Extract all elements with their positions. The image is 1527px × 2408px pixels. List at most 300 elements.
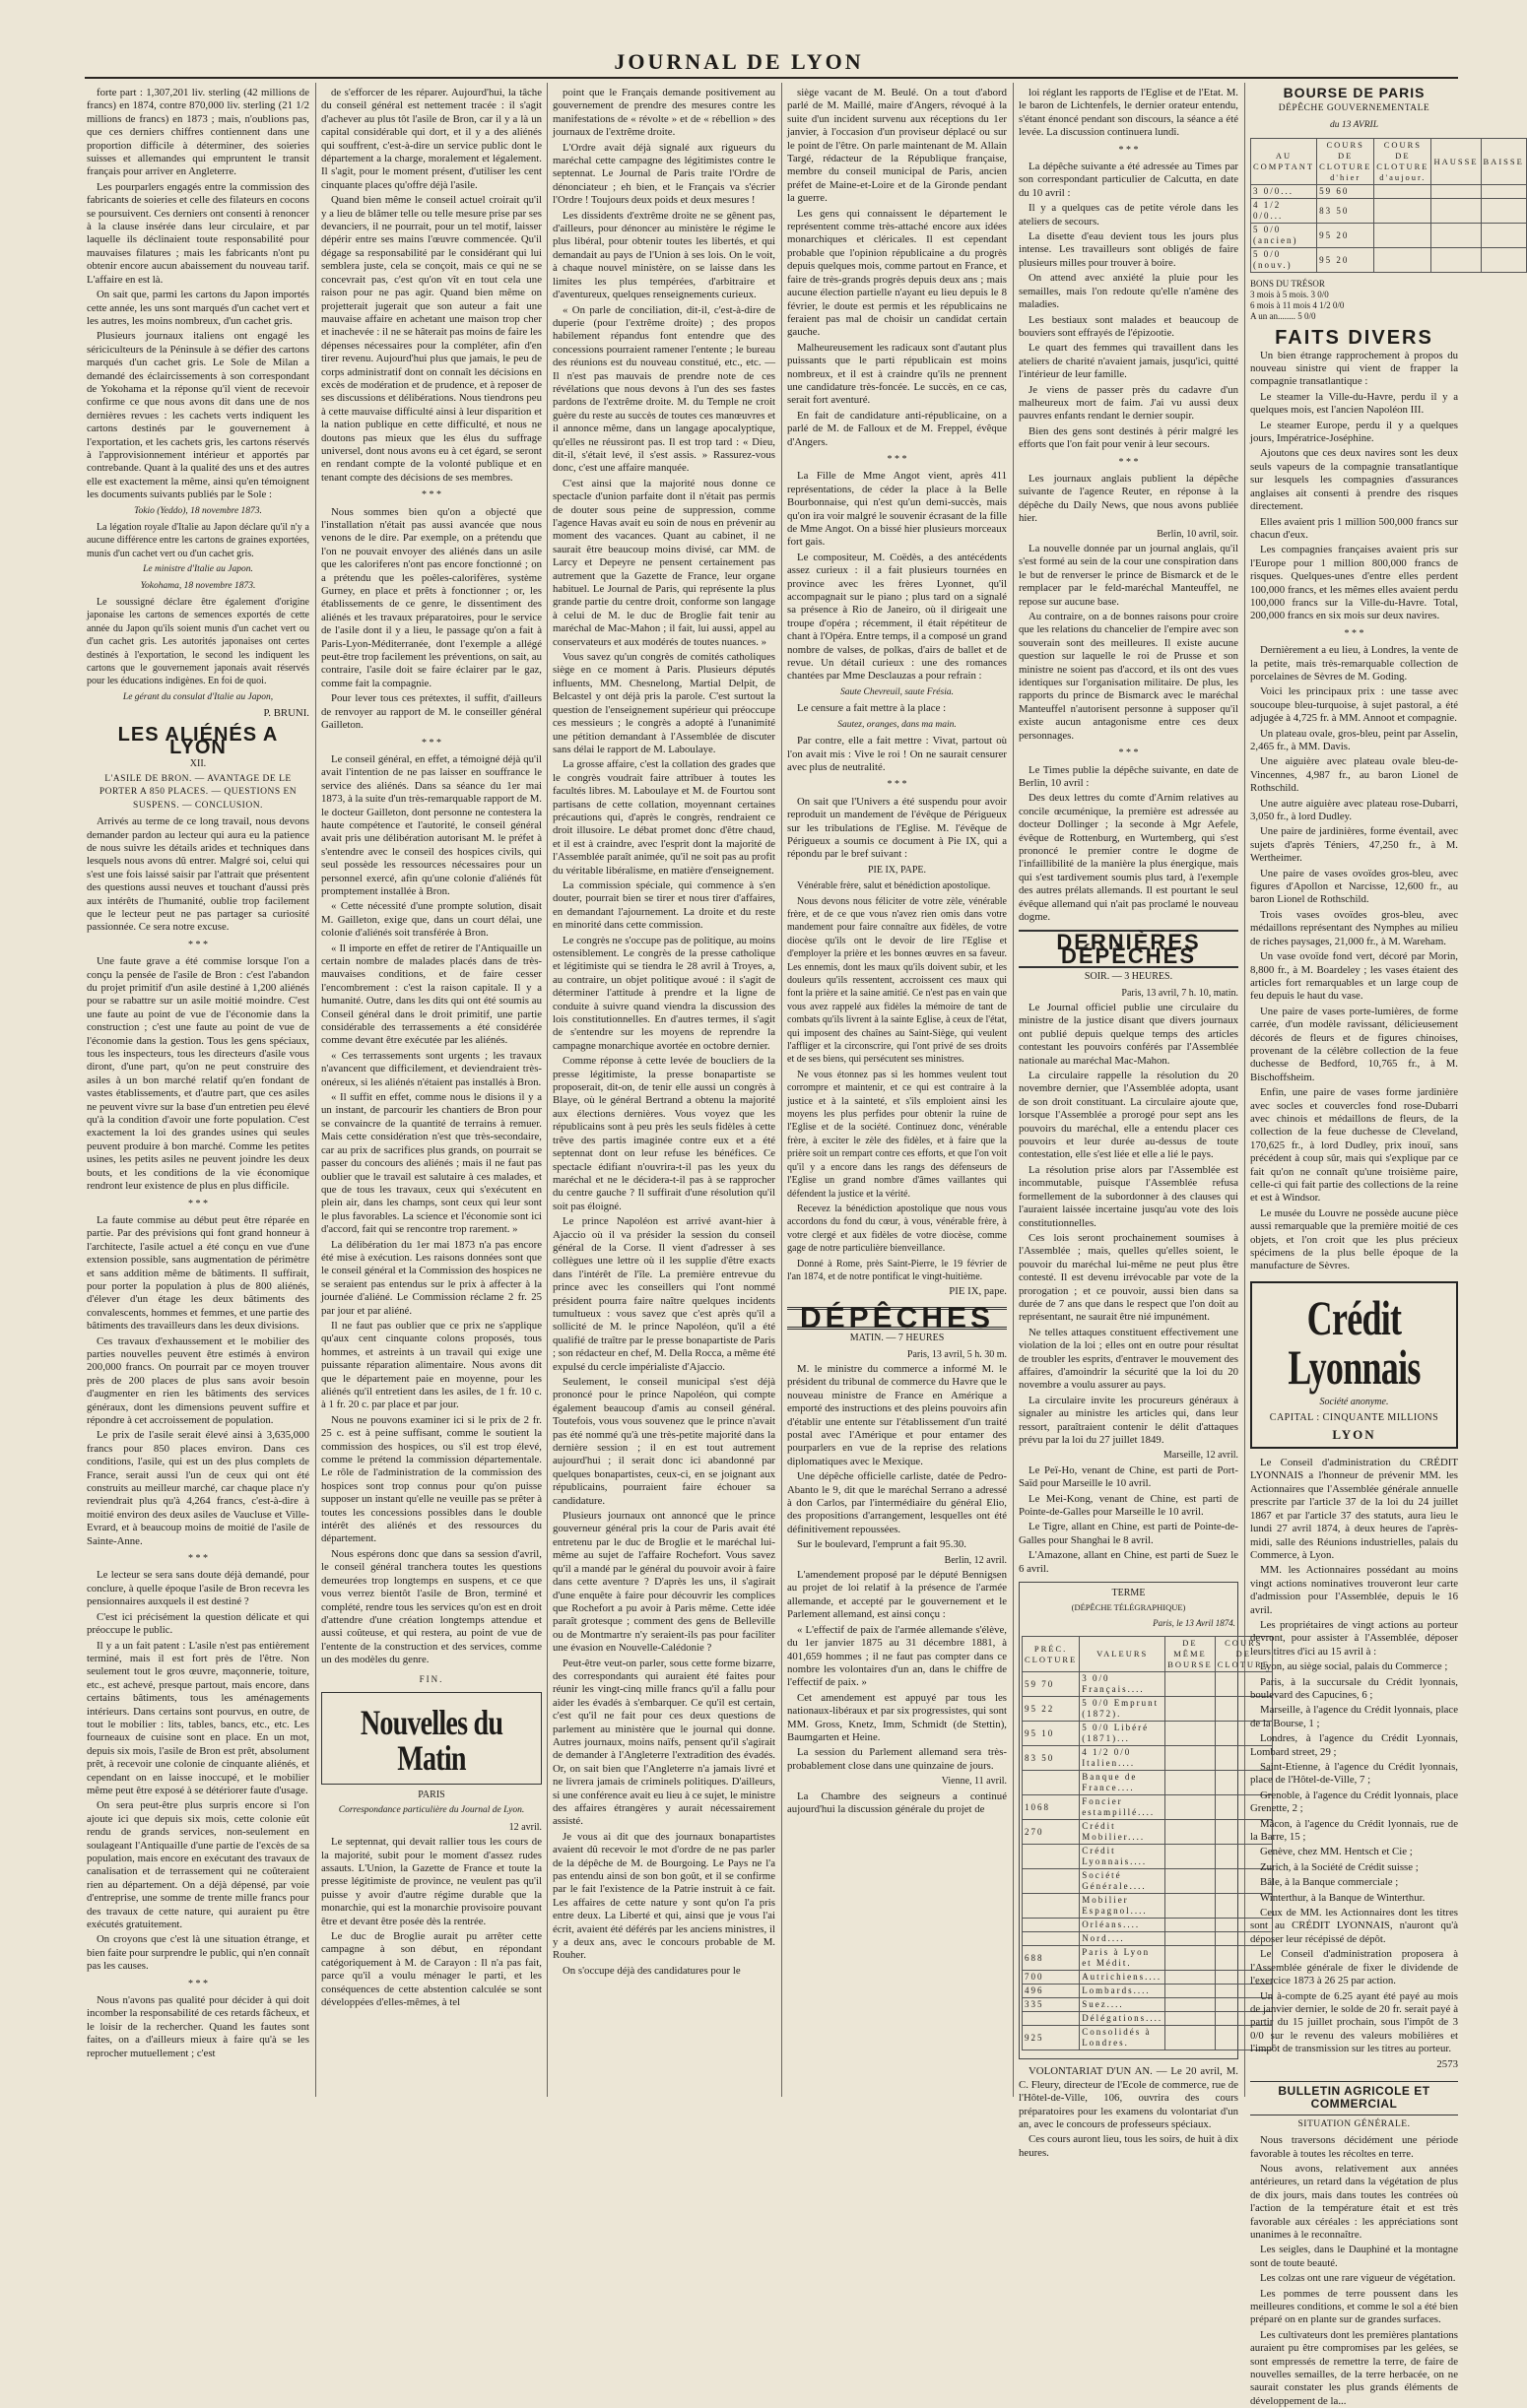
paragraph: Le quart des femmes qui travaillent dans les ateliers de charité n'avaient jamais, jusqu'ici, quitté l'intérieur de leur famille.	[1019, 342, 1238, 381]
table-cell: 496	[1023, 1985, 1080, 1998]
paragraph: Les colzas ont une rare vigueur de végétation.	[1260, 2272, 1456, 2285]
paragraph: La légation royale d'Italie au Japon déclare qu'il n'y a aucune différence entre les cartons de graines exportées, munis d'un cachet vert ou d'un cachet gris.	[87, 522, 309, 559]
table-cell: Suez....	[1080, 1998, 1165, 2012]
separator-stars: * * *	[188, 939, 208, 950]
branch-item: Zurich, à la Société de Crédit suisse ;	[1260, 1860, 1419, 1873]
credit-lyonnais-advert	[1250, 1281, 1458, 1449]
paragraph: On sait que, parmi les cartons du Japon importés cette année, les uns sont marqués d'un cachet vert et les autres, les moins nombreux, d'un cachet gris.	[87, 289, 309, 327]
branch-item: Bâle, à la Banque commerciale ;	[1260, 1876, 1399, 1889]
table-cell	[1165, 1746, 1216, 1771]
paragraph: La circulaire rappelle la résolution du 20 novembre dernier, que l'Assemblée adopta, usant de son droit constituant. La circulaire ajoute que, lorsque l'Assemblée a prorogé pour sept ans les pouvoirs du maréchal, elle a entendu placer ces pouvoirs et leur durée au-dessus de toute contestation, elle s'est liée et elle a lié le pays.	[1019, 1070, 1238, 1161]
paragraph: Le censure a fait mettre à la place :	[797, 702, 947, 715]
table-cell	[1165, 1894, 1216, 1919]
table-cell	[1165, 1795, 1216, 1820]
paragraph: Nous avons, relativement aux années antérieures, un retard dans la végétation de plus de dix jours, mais dans toutes les contrées où l'action de la température était et est très favorable aux céréales : les appréciations sont unanimes à le reconnaître.	[1250, 2162, 1458, 2241]
paragraph: L'Amazone, allant en Chine, est parti de Suez le 6 avril.	[1019, 1549, 1238, 1575]
table-cell	[1023, 1869, 1080, 1894]
table-cell: 688	[1023, 1946, 1080, 1971]
dateline: Paris, 13 avril, 7 h. 10, matin.	[1121, 987, 1238, 999]
advert-company-type: Société anonyme.	[1319, 1396, 1389, 1407]
separator-stars: * * *	[887, 779, 907, 791]
table-row	[1023, 1985, 1273, 1998]
paragraph: Il y a quelques cas de petite vérole dans les ateliers de secours.	[1019, 202, 1238, 228]
column-rule	[315, 83, 316, 2097]
table-cell: 925	[1023, 2026, 1080, 2050]
column-rule	[781, 83, 782, 2097]
table-row	[1023, 1722, 1273, 1746]
table-cell	[1431, 248, 1481, 273]
paragraph: Le Tigre, allant en Chine, est parti de Pointe-de-Galles pour Shanghai le 8 avril.	[1019, 1521, 1238, 1546]
paragraph: Voici les principaux prix : une tasse avec soucoupe bleu-turquoise, à sujet pastoral, a été adjugée à 4,725 fr. à MM. Annoot et compagnie.	[1250, 685, 1458, 725]
table-row	[1023, 1869, 1273, 1894]
paragraph: Le Conseil d'administration proposera à l'Assemblée générale de fixer le dividende de l'exercice 1873 à 26 25 par action.	[1250, 1948, 1458, 1987]
terme-table-box	[1019, 1582, 1270, 2059]
paragraph: Ceux de MM. les Actionnaires dont les titres sont au CRÉDIT LYONNAIS, n'auront qu'à déposer leur récépissé de dépôt.	[1250, 1907, 1458, 1945]
table-cell	[1165, 1869, 1216, 1894]
table-cell	[1165, 1932, 1216, 1946]
table-cell: 4 1/2 0/0...	[1251, 199, 1317, 224]
paragraph: Nous traversons décidément une période favorable à toutes les récoltes en terre.	[1250, 2134, 1458, 2160]
table-header-cell: COURS DE CLOTURE d'hier	[1317, 139, 1374, 185]
paragraph: On sera peut-être plus surpris encore si l'on ajoute ici que depuis six mois, cette colonie eût rendu de grands services, non-seulement en soulageant l'Antiquaille d'une partie de l'excès de sa population, mais encore en exécutant des travaux de canalisation et de terrassement qui ne coûteraient rien au département. On a déjà dépensé, par voie d'entreprise, une somme de trente mille francs pour des travaux de cette nature, qui auraient pu être exécutés gratuitement.	[87, 1799, 309, 1931]
table-header-cell: AU COMPTANT	[1251, 139, 1317, 185]
signature: PIE IX, pape.	[949, 1285, 1007, 1298]
paragraph: La commission spéciale, qui commence à s'en douter, pourrait bien se tirer et nous tirer d'affaires, en demandant l'ajournement. La droite et du reste en minorité dans cette commission.	[553, 879, 775, 932]
paragraph: La session du Parlement allemand sera très-probablement close dans une quinzaine de jours.	[787, 1746, 1007, 1772]
table-cell	[1165, 1998, 1216, 2012]
article-end: FIN.	[419, 1673, 444, 1684]
table-cell: Autrichiens....	[1080, 1971, 1165, 1985]
table-row	[1023, 2012, 1273, 2026]
paragraph: Le Mei-Kong, venant de Chine, est parti de Pointe-de-Galles pour Marseille le 10 avril.	[1019, 1492, 1238, 1519]
table-cell	[1481, 224, 1526, 248]
branch-item: Paris, à la succursale du Crédit lyonnais, boulevard des Capucines, 6 ;	[1250, 1675, 1458, 1701]
paragraph: Elles avaient pris 1 million 500,000 francs sur chacun d'eux.	[1250, 515, 1458, 541]
table-cell: Foncier estampillé....	[1080, 1795, 1165, 1820]
paragraph: Nous ne pouvons examiner ici si le prix de 2 fr. 25 c. est à peine suffisant, comme le soutient la commission des hospices, ou s'il est trop élevé, comme le prétend la commission départementale. Le rôle de l'administration de la commission des hospices sont trop connus pour qu'on puisse supposer un instant qu'elle ne veuille pas se prêter à toutes les concessions possibles dans le double intérêt des aliénés et des ressources du département.	[321, 1413, 542, 1545]
paragraph: « L'effectif de paix de l'armée allemande s'élève, du 1er janvier 1875 au 31 décembre 1881, à 401,659 hommes ; il ne faut pas compter dans ce nombre les volontaires d'un an, dans le chiffre de l'effectif de paix. »	[787, 1623, 1007, 1689]
terme-subtitle: (DÉPÊCHE TÉLÉGRAPHIQUE)	[1071, 1602, 1186, 1613]
table-cell: 59 60	[1317, 185, 1374, 199]
table-row	[1251, 248, 1527, 273]
paragraph: « On parle de conciliation, dit-il, c'est-à-dire de duperie (pour l'extrême droite) ; des propos habilement répandus font entendre que des concessions pourraient ramener l'entente ; le bureau des réunions est du nouveau constitué, etc., etc. — Il n'est pas mauvais de prendre note de ces révélations que nous devons à l'un des ses fastes pardons de l'extrême droite. M. du Temple ne croit guère du reste au succès de toutes ces manœuvres et il annonce même, dans un langage apocalyptique, qu'elles ne réussiront pas. Il est trop tard : « Dieu, dit-il, s'était levé, il s'est assis. » Rassurez-vous donc, c'est une affaire manquée.	[553, 303, 775, 475]
paragraph: Le prince Napoléon est arrivé avant-hier à Ajaccio où il va présider la session du conseil général de la Corse. Il vient d'adresser à ses collègues une lettre où il les supplie d'être exacts dans l'intérêt de l'île. La première entrevue du prince avec les conseillers qui l'ont nommé président pourra faire naître quelques incidents tumultueux : vous savez que c'est après qu'il a sollicité de M. le prince Napoléon, qu'il a été qualifié de traître par le presse bonapartiste de Paris ; son rédacteur en chef, M. Della Rocca, a même été expulsé du cercle impérialiste d'Ajaccio.	[553, 1215, 775, 1373]
paragraph: Les cultivateurs dont les premières plantations auraient pu être compromises par les gelées, se sont empressés de remettre la terre, de faire de nouvelles semailles, de la terre herbacée, on ne saurait constater les plus grands éléments de développement de la...	[1250, 2328, 1458, 2407]
signature-line: Le ministre d'Italie au Japon.	[143, 564, 253, 575]
paragraph: Ajoutons que ces deux navires sont les deux seuls vapeurs de la compagnie transatlantique sur lesquels les compagnies d'assurances anglaises ait consenti à prendre des risques directement.	[1250, 447, 1458, 513]
branch-item: Lyon, au siège social, palais du Commerce ;	[1260, 1660, 1448, 1673]
paragraph: La faute commise au début peut être réparée en partie. Par des prévisions qui font grand honneur à l'architecte, l'asile actuel a été conçu en vue d'une extension possible, sans augmentation de périmètre et sans addition même de bâtiments. Il suffirait, pour porter la population à plus de 800 aliénés, d'élever d'un étage les deux bâtiments des convalescents, hommes et femmes, et une partie des bâtiments des travailleurs dans les deux divisions.	[87, 1213, 309, 1333]
table-header-cell: COURS DE CLOTURE d'aujour.	[1374, 139, 1431, 185]
terme-date: Paris, le 13 Avril 1874.	[1153, 1617, 1235, 1628]
table-row	[1023, 1998, 1273, 2012]
branch-item: Marseille, à l'agence du Crédit lyonnais, place de la Bourse, 1 ;	[1250, 1704, 1458, 1729]
paragraph: La Fille de Mme Angot vient, après 411 représentations, de céder la place à la Belle Bourbonnaise, qui n'est qu'un demi-succès, mais qu'on ira voir malgré le souvenir écrasant de la fille de Mme Angot. On a bissé hier plusieurs morceaux fort gais.	[787, 470, 1007, 549]
table-row	[1023, 1845, 1273, 1869]
paragraph: Le compositeur, M. Coëdès, a des antécédents assez curieux : il a fait plusieurs tournées en province avec les frères Lyonnet, qu'il accompagnait sur le piano ; plus tard on a signalé sa présence à Rio de Janeiro, où il dirigeait une troupe d'opéra ; récemment, il était répétiteur de chant à l'Opéra. Entre temps, il a composé un grand nombre de valses, de polkas, d'airs de ballet et de revue. Un détail curieux : une des romances chantées par Mme Desclauzas a pour refrain :	[787, 551, 1007, 683]
table-cell: Délégations....	[1080, 2012, 1165, 2026]
branch-item: Londres, à l'agence du Crédit Lyonnais, Lombard street, 29 ;	[1250, 1732, 1458, 1758]
column-6	[1250, 85, 1524, 2407]
dateline: Marseille, 12 avril.	[1162, 1450, 1238, 1462]
paragraph: Une aiguière avec plateau ovale bleu-de-Vincennes, 4,987 fr., au baron Lionel de Rothschild.	[1250, 755, 1458, 795]
paragraph: loi réglant les rapports de l'Eglise et de l'Etat. M. le baron de Lichtenfels, le dernier orateur entendu, s'étant énoncé pendant son discours, la séance a été levée. La discussion continuera lundi.	[1019, 87, 1238, 139]
table-cell	[1481, 248, 1526, 273]
table-cell: 5 0/0 (nouv.)	[1251, 248, 1317, 273]
paragraph: Bien des gens sont destinés à périr malgré les efforts que l'on fait pour venir à leur secours.	[1019, 424, 1238, 451]
table-cell	[1165, 1946, 1216, 1971]
paragraph: Il y a un fait patent : L'asile n'est pas entièrement terminé, mais il est fort près de l'être. Non seulement tout le gros œuvre, maçonnerie, toiture, etc., est achevé, presque partout, mais encore, dans certains bâtiments, tous les aménagements intérieurs. Dans certains sont pourvus, en outre, de tout le mobilier : lits, tables, bancs, etc., etc. Les fourneaux de cuisine sont en place. En un mot, depuis six mois, l'asile de Bron est prêt, absolument prêt, à recevoir une colonie de cinquante aliénés, et cependant on en laisse inoccupé, et le mobilier même peut être exposé à se détériorer faute d'usage.	[87, 1639, 309, 1796]
paragraph: Le Peï-Ho, venant de Chine, est parti de Port-Saïd pour Marseille le 10 avril.	[1019, 1464, 1238, 1490]
paragraph: Cet amendement est appuyé par tous les nationaux-libéraux et par six progressistes, qui sont MM. Gross, Knetz, Imm, Schmidt (de Stettin), Baumgarten et Heine.	[787, 1691, 1007, 1743]
table-cell: Crédit Lyonnais....	[1080, 1845, 1165, 1869]
table-cell: 59 70	[1023, 1672, 1080, 1697]
table-cell: 3 0/0 Français....	[1080, 1672, 1165, 1697]
table-cell	[1165, 1919, 1216, 1932]
signature: P. BRUNI.	[263, 707, 309, 720]
paragraph: Un à-compte de 6.25 ayant été payé au mois de janvier dernier, le solde de 20 fr. serait payé à partir du 15 juillet prochain, sous l'impôt de 3 0/0 sur le revenu des valeurs mobilières et l'impôt de transmission sur les titres au porteur.	[1250, 1989, 1458, 2055]
paragraph: Vénérable frère, salut et bénédiction apostolique.	[797, 880, 991, 892]
paragraph: La nouvelle donnée par un journal anglais, qu'il s'est formé au sein de la cour une conspiration dans le but de renverser le prince de Bismarck et de le remplacer par le feld-maréchal Manteuffel, ne repose sur aucune base.	[1019, 543, 1238, 608]
lyric-line: Sautez, oranges, dans ma main.	[837, 719, 957, 730]
terme-table	[1022, 1636, 1273, 2050]
paragraph: Je vous ai dit que des journaux bonapartistes avaient dû recevoir le mot d'ordre de ne pas parler de la dépêche de M. de Bourgoing. Le Pays ne l'a pas entendu ainsi de son bon goût, et il se confirme par le fait l'existence de la Patrie instruit à ce fait. Les affaires de cette nature y sont qu'on l'a pris entre deux. La Liberté et qui, ainsi que je vous l'ai écrit, avaient été déférés par les anciens ministres, il y a deux ans, avec le concours probable de M. Rouher.	[553, 1830, 775, 1962]
paragraph: Les compagnies françaises avaient pris sur l'Europe pour 1 million 800,000 francs de risques. Quelques-unes d'entre elles perdent 100,000 francs, et les mêmes elles avaient perdu 100,000 francs sur la Ville-du-Havre. Total, 200,000 francs en six mois sur deux navires.	[1250, 544, 1458, 622]
table-cell	[1023, 1894, 1080, 1919]
branch-list	[1250, 1660, 1458, 1905]
table-cell	[1165, 2026, 1216, 2050]
paragraph: Le septennat, qui devait rallier tous les cours de la majorité, subit pour le moment d'assez rudes assauts. L'Union, la Gazette de France et toute la presse légitimiste de province, ne veulent pas qu'il puisse y avoir d'autre régime durable que la monarchie, qui est la monarchie provisoire pouvant être et devant être posée dès la rentrée.	[321, 1836, 542, 1927]
paragraph: Arrivés au terme de ce long travail, nous devons demander pardon au lecteur qui aura eu la patience de nous suivre les détails arides et techniques dans lesquels nous avons dû entrer. Malgré soi, celui qui s'est une fois laissé saisir par l'attrait que présentent des questions aussi neuves et touchant d'aussi près aux intérêts de l'humanité, oublie trop facilement que le lecteur peut ne pas partager sa curiosité passionnée. Ce sera notre excuse.	[87, 815, 309, 934]
paragraph: Un vase ovoïde fond vert, décoré par Morin, 8,800 fr., à M. Boardeley ; les vases étaient des articles fort remarquables et un large coup de feu depuis le haut du vase.	[1250, 950, 1458, 1003]
paragraph: Un plateau ovale, gros-bleu, peint par Asselin, 2,465 fr., à MM. Davis.	[1250, 727, 1458, 752]
paragraph: Une paire de vases ovoïdes gros-bleu, avec figures d'Apollon et Narcisse, 12,600 fr., au baron Lionel de Rothschild.	[1250, 867, 1458, 906]
paragraph: La résolution prise alors par l'Assemblée est incommutable, puisque l'Assemblée refusa formellement de la subordonner à des clauses qui l'auraient laissée incertaine jusqu'au vote des lois constitutionnelles.	[1019, 1163, 1238, 1229]
paragraph: Les pommes de terre poussent dans les meilleures conditions, et comme le sol a été bien préparé on en plante sur de grandes surfaces.	[1250, 2287, 1458, 2326]
paragraph: Nous devons nous féliciter de votre zèle, vénérable frère, et de ce que vous n'avez rien omis dans votre mandement pour faire connaître aux fidèles, de votre diocèse qu'ils ont le devoir de lire l'Eglise et d'employer la prière et les bonnes œuvres en sa faveur. Les ennemis, dont les maux qu'ils doivent subir, et les douleurs qu'ils ressentent, accroissent ces maux qui font la prière et la saine amitié. Ce n'est pas en vain que vous avez rappelé aux fidèles la mémoire de tant de combats qu'ils livrent à la sainte Eglise, à ceux de l'état, qui imposent des chaînes au Saint-Siège, qui veulent l'affliger et la circonscrire, qui l'ont privé de ses droits et de ses biens, qui persécutent ses ministres.	[787, 895, 1007, 1066]
dateline: Paris, 13 avril, 5 h. 30 m.	[906, 1348, 1007, 1360]
paragraph: Trois vases ovoïdes gros-bleu, avec médaillons représentant des Nymphes au milieu de riches paysages, 21,000 fr., à M. Wareham.	[1250, 908, 1458, 947]
paragraph: Dernièrement a eu lieu, à Londres, la vente de la petite, mais très-remarquable collection de porcelaines de Sèvres de M. Goding.	[1250, 644, 1458, 683]
table-cell: 5 0/0 Libéré (1871)...	[1080, 1722, 1165, 1746]
paragraph: Les propriétaires de vingt actions au porteur devront, pour assister à l'Assemblée, déposer leurs titres d'ici au 15 avril à :	[1250, 1618, 1458, 1658]
bourse-table	[1250, 138, 1527, 273]
paragraph: Plusieurs journaux italiens ont engagé les sériciculteurs de la Péninsule à se défier des cartons marqués d'un cachet gris. Le Sole de Milan a demandé des éclaircissements à son correspondant de Yokohama et la réponse qu'il vient de recevoir confirme ce que nous avons dit dans une de nos dernières revues : les cachets verts indiquent les cartons destinés par le gouvernement à l'exportation, et les cachets gris, les cartons réservés à l'approvisionnement intérieur et apportés par contrebande. Quant à la qualité des uns et des autres elle est exactement la même, ainsi qu'en témoignent les documents suivants publiés par le Sole :	[87, 330, 309, 501]
edition-time: MATIN. — 7 HEURES	[849, 1333, 945, 1344]
table-row	[1023, 1946, 1273, 1971]
table-header-cell: BAISSE	[1481, 139, 1526, 185]
table-row	[1023, 1894, 1273, 1919]
dateline: Yokohama, 18 novembre 1873.	[140, 580, 256, 591]
paragraph: La dépêche suivante a été adressée au Times par son correspondant particulier de Calcutta, en date du 10 avril :	[1019, 161, 1238, 199]
paragraph: Comme réponse à cette levée de boucliers de la presse légitimiste, la presse bonapartiste se proposerait, dit-on, de tenir elle aussi un congrès à Blaye, où le général Bertrand a obtenu la majorité aux élections dernières. Vous voyez que les républicains sont à peu près les seuls fidèles à cette trêve des partis imaginée contre eux et a été septennat dont on leur refuse les bénéfices. Ce spectacle édifiant n'ouvrira-t-il pas les yeux du maréchal et ne le décidera-t-il pas à se rapprocher du centre gauche ? Il suffirait d'une résolution qu'il soit pas éloigné.	[553, 1055, 775, 1212]
branch-item: Saint-Etienne, à l'agence du Crédit lyonnais, place de l'Hôtel-de-Ville, 7 ;	[1250, 1761, 1458, 1787]
paragraph: Le musée du Louvre ne possède aucune pièce aussi remarquable que la première moitié de ces objets, et l'on croit que les plus précieux spécimens de la plus belle époque de la manufacture de Sèvres.	[1250, 1206, 1458, 1272]
paragraph: Vous savez qu'un congrès de comités catholiques siège en ce moment à Paris. Plusieurs députés influents, MM. Chesnelong, Martial Delpit, de Belcastel y ont déjà pris la parole. C'est surtout la question de l'enseignement supérieur qui préoccupe ces messieurs ; le congrès a adopté à l'unanimité une pétition demandant à l'Assemblée de discuter sans délai le rapport de M. Laboulaye.	[553, 651, 775, 755]
section-title: BULLETIN AGRICOLE ET COMMERCIAL	[1250, 2081, 1458, 2115]
table-header-cell: PRÉC. CLOTURE	[1023, 1637, 1080, 1672]
bons-du-tresor	[1250, 279, 1458, 322]
column-4	[787, 87, 1007, 2097]
paragraph: Ces cours auront lieu, tous les soirs, de huit à dix heures.	[1019, 2133, 1238, 2159]
table-cell: Consolidés à Londres.	[1080, 2026, 1165, 2050]
branch-item: Mâcon, à l'agence du Crédit lyonnais, rue de la Barre, 15 ;	[1250, 1817, 1458, 1844]
table-cell: Paris à Lyon et Médit.	[1080, 1946, 1165, 1971]
table-cell: 5 0/0 Emprunt (1872).	[1080, 1697, 1165, 1722]
table-header-cell: COURS DE CLOTURE	[1215, 1637, 1272, 1672]
paragraph: « Cette nécessité d'une prompte solution, disait M. Gailleton, exige que, dans un court délai, une colonie d'aliénés soit transférée à Bron.	[321, 900, 542, 940]
paragraph: Des deux lettres du comte d'Arnim relatives au concile œcuménique, la première est adressée au docteur Dollinger ; la seconde à Mgr Aefele, évêque de Rottenburg, en Wurtemberg, qui s'est prononcé le premier contre le dogme de l'infaillibilité de la manière la plus énergique, mais qui s'est tardivement soumis plus tard, à l'exemple des autres prélats allemands. Il est pourtant le seul évêque allemand qui n'ait pas proclamé le nouveau dogme.	[1019, 792, 1238, 923]
paragraph: Par contre, elle a fait mettre : Vivat, partout où l'on avait mis : Vive le roi ! On ne saurait censurer avec plus de neutralité.	[787, 735, 1007, 773]
paragraph: Une paire de jardinières, forme éventail, avec sujets d'après Téniers, 47,250 fr., à M. Wertheimer.	[1250, 825, 1458, 865]
table-cell	[1165, 1722, 1216, 1746]
table-row	[1023, 2026, 1273, 2050]
paragraph: Il ne faut pas oublier que ce prix ne s'applique qu'aux cent cinquante colons proposés, tous hommes, et astreints à un travail qui exige une puissante réparation alimentaire. Nous avons dit que le département paie en moyenne, pour les aliénés qu'il entretient dans les asiles, de 1 fr. 10 c. à 1 fr. 20 c. par place et par jour.	[321, 1319, 542, 1411]
separator-stars: * * *	[887, 453, 907, 465]
table-cell: 83 50	[1317, 199, 1374, 224]
paragraph: Le soussigné déclare être également d'origine japonaise les cartons de semences exportés de cette année du Japon qu'ils soient munis d'un cachet vert ou d'un cachet gris. Les autorités japonaises ont certes destinés à l'exportation, le second les indiquent les cartons que le gouvernement japonais avait réservés pour les éducations indigènes. En foi de quoi.	[87, 597, 309, 687]
paragraph: MM. les Actionnaires possédant au moins vingt actions nominatives trouveront leur carte d'admission pour l'Assemblée, depuis le 16 avril.	[1250, 1564, 1458, 1616]
section-title: DERNIÈRES DÉPÊCHES	[1019, 930, 1238, 968]
paragraph: Le steamer la Ville-du-Havre, perdu il y a quelques mois, est l'ancien Napoléon III.	[1250, 390, 1458, 417]
paragraph: Ces travaux d'exhaussement et le mobilier des parties nouvelles peuvent être estimés à environ 200,000 francs. On pourrait par ce moyen trouver près de 200 places de plus sans avoir besoin d'augmenter en rien les bâtiments des services généraux, dont les dimensions peuvent suffire et répondre à cet accroissement de population.	[87, 1334, 309, 1426]
separator-stars: * * *	[188, 1978, 208, 1989]
paragraph: Les seigles, dans le Dauphiné et la montagne sont de toute beauté.	[1250, 2244, 1458, 2269]
table-row	[1023, 1932, 1273, 1946]
paragraph: C'est ainsi que la majorité nous donne ce spectacle d'union parfaite dont il n'était pas permis de douter sous peine de suppression, comme l'agence Havas avait eu soin de nous en prévenir au moment des vacances. Quant au cabinet, il ne saurait être beaucoup moins divisé, car MM. de Larcy et Depeyre ne pensent certainement pas autrement que la Gazette de France, leur organe habituel. Le Journal de Paris, qui représente la plus grande partie du centre droit, conforme son langage à celui de M. le duc de Broglie fait tenir au maréchal de Mac-Mahon ; il fait, lui aussi, appel au conservateurs et aux modérés de toutes nuances. »	[553, 477, 775, 648]
section-title: FAITS DIVERS	[1275, 327, 1433, 350]
paragraph: point que le Français demande positivement au gouvernement de prendre des mesures contre les manifestations de « révolte » et de « rébellion » des journaux de l'extrême droite.	[553, 87, 775, 139]
dateline: Berlin, 10 avril, soir.	[1157, 528, 1238, 540]
article-title: LES ALIÉNÉS A LYON	[117, 723, 279, 759]
separator-stars: * * *	[188, 1553, 208, 1565]
table-header-cell: VALEURS	[1080, 1637, 1165, 1672]
signature-line: Le gérant du consulat d'Italie au Japon,	[122, 691, 274, 702]
paragraph: Une faute grave a été commise lorsque l'on a conçu la pensée de l'asile de Bron : c'est l'abandon du projet primitif d'un asile destiné à 1,200 aliénés pour se rabattre sur un asile moitié moindre. C'est une faute au point de vue de l'économie dans la construction ; c'est une faute au point de vue de l'économie dans la gestion. Tous les gens spéciaux, tous les inspecteurs, tous les directeurs d'asile vous diront, d'une part, qu'on ne peut construire des asiles à un bon marché relatif qu'en fondant de vastes établissements, et d'autre part, que ces asiles ne peuvent vivre sur la base d'un entretien peu élevé qu'à la condition d'avoir une forte population. C'est exactement la loi des grandes usines qui seules peuvent produire à bon marché. Comme les petites usines, les petits asiles ne peuvent joindre les deux bouts, et les conditions de la vie économique rendront leur existence de plus en plus difficile.	[87, 955, 309, 1193]
table-cell	[1023, 2012, 1080, 2026]
paragraph: La disette d'eau devient tous les jours plus intense. Les travailleurs sont obligés de faire plusieurs milles pour trouver à boire.	[1019, 230, 1238, 269]
paragraph: forte part : 1,307,201 liv. sterling (42 millions de francs) en 1874, contre 870,000 liv. sterling (21 1/2 millions de francs) en 1873 ; mais, n'oublions pas, que ces derniers chiffres contiennent dans une proportion difficile à déterminer, des soieries suisses et allemandes qui empruntent le transit français pour arriver en Angleterre.	[87, 87, 309, 178]
bons-line: 6 mois à 11 mois 4 1/2 0/0	[1250, 300, 1345, 311]
column-1	[87, 87, 309, 2097]
table-cell	[1374, 199, 1431, 224]
table-cell	[1023, 1919, 1080, 1932]
column-2	[321, 87, 542, 2097]
section-header-box	[321, 1692, 542, 1785]
table-row	[1023, 1820, 1273, 1845]
bourse-title: BOURSE DE PARIS	[1283, 85, 1426, 100]
table-cell	[1431, 185, 1481, 199]
paragraph: de s'efforcer de les réparer. Aujourd'hui, la tâche du conseil général est nettement tracée : il s'agit d'achever au plus tôt l'asile de Bron, car il y a là un capital considérable qui dort, et il y a des aliénés qui souffrent, c'est-à-dire un service public dont le département a la charge, moralement et légalement. Il s'agit, pour le moment présent, d'utiliser les cent cinquante places qu'offre déjà l'asile.	[321, 87, 542, 191]
paragraph: Nous sommes bien qu'on a objecté que l'installation n'était pas aussi avancée que nous venons de le dire. Par exemple, on a prétendu que l'on ne pouvait envoyer des aliénés dans un asile que les caloriferes n'ont pas encore fonctionné ; on a prétendu que les poêles-calorifères, système Gurney, en place et prêts à fonctionner ; or, les établissements de ce genre, le dissentiment des aliénés et les travaux préparatoires, pour le service de l'asile dont il y a lieu, le passage qu'on a fait à Paris-Lyon-Méditerranée, dont l'exemple a allégé peut-être trop facilement les préventions, on sait, au contraire, l'asile doit se faire éclairer par le gaz, comme fait la compagnie.	[321, 505, 542, 689]
section-title: Nouvelles du Matin	[360, 1702, 503, 1778]
paragraph: Quand bien même le conseil actuel croirait qu'il y a lieu de blâmer telle ou telle mesure prise par ses devanciers, il ne pourrait, pour un tel motif, laisser dépérir entre ses mains l'œuvre commencée. Qu'il dégage sa responsabilité par le considérant qui lui semblera juste, cela se conçoit, mais ce qui ne se concevrait pas, c'est qu'on vît en tout cela une raison pour ne pas agir. Quand bien même on projetterait jugerait que son auteur a fait une mauvaise affaire en achetant une maison trop cher et inachevée : il ne se hâterait pas moins de faire les dépenses nécessaires pour la compléter, afin d'en tirer revenu. Aujourd'hui plus que jamais, le peu de corps administratif dont on connaît les décisions en excès de modération et de prudence, et à reposer de ses discussions et délibérations. Nous tiendrons peu à cette mauvaise difficulté ainsi à leur disparition et la nation publique en cette difficulté, et nous ne doutons pas mieux que les élus du suffrage universel, dont nous avons eu à cet égard, se seront en rendant compte de la volonté publique et en tenant compte des décisions de ses membres.	[321, 194, 542, 484]
paragraph: La délibération du 1er mai 1873 n'a pas encore été mise à exécution. Les raisons données sont que le conseil général et la Commission des hospices ne se seraient pas entendus sur le prix à affecter à la journée d'aliéné. Le Commission réclame 2 fr. 25 par jour et par aliéné.	[321, 1238, 542, 1317]
paragraph: « Ces terrassements sont urgents ; les travaux n'avancent que difficilement, et deviendraient très-onéreux, si les aliénés n'étaient pas installés à Bron.	[321, 1049, 542, 1088]
column-rule	[1013, 83, 1014, 2097]
brief-heading: PIE IX, PAPE.	[867, 864, 927, 876]
table-cell: Orléans....	[1080, 1919, 1165, 1932]
table-cell	[1431, 199, 1481, 224]
paragraph: Le Journal officiel publie une circulaire du ministre de la justice disant que divers journaux ont publié depuis quelque temps des articles contestant les pouvoirs conférés par l'Assemblée nationale au maréchal Mac-Mahon.	[1019, 1002, 1238, 1067]
paragraph: Ne vous étonnez pas si les hommes veulent tout corrompre et maintenir, et ce qui est contraire à la justice et à la sainteté, et s'ils emploient ainsi les moyens les plus perfides pour obtenir la ruine de l'Eglise et de la société. Continuez donc, vénérable frère, à exciter le zèle des fidèles, et à faire que la prière soit un rempart contre ces efforts, et que l'on voit qu'il y a encore dans les rangs des défenseurs de l'Eglise un grand nombre d'âmes vaillantes qui défendent la justice et la vérité.	[787, 1069, 1007, 1200]
paragraph: Une autre aiguière avec plateau rose-Dubarri, 3,050 fr., à lord Dudley.	[1250, 797, 1458, 823]
paragraph: La circulaire invite les procureurs généraux à signaler au ministre les articles qui, dans leur ressort, paraîtraient contenir le délit d'attaques prévu par la loi du 27 juillet 1849.	[1019, 1394, 1238, 1446]
table-cell: Nord....	[1080, 1932, 1165, 1946]
paragraph: Pour lever tous ces prétextes, il suffit, d'ailleurs de renvoyer au rapport de M. le conseiller général Gailleton.	[321, 692, 542, 732]
paragraph: « Il importe en effet de retirer de l'Antiquaille un certain nombre de malades placés dans de très-mauvaises conditions, et de faire cesser l'encombrement : c'est la raison capitale. Il y a humanité. Outre, dans les dits qui ont été soumis au Conseil général dans le droit primitif, une partie considérable des terrassements a été considérée comme devant être exécutée par les aliénés.	[321, 942, 542, 1047]
paragraph: On sait que l'Univers a été suspendu pour avoir reproduit un mandement de l'évêque de Périgueux sur les tribulations de l'Eglise. M. l'évêque de Périgueux a soumis ce document à Pie IX, qui a répondu par le bref suivant :	[787, 795, 1007, 861]
bourse-date: du 13 AVRIL	[1330, 119, 1378, 130]
top-rule	[85, 77, 1458, 79]
paragraph: Le congrès ne s'occupe pas de politique, au moins ostensiblement. Le congrès de la presse catholique et légitimiste qui se tiendra le 28 avril à Troyes, a, au contraire, un objet politique avoué : il s'agit de déterminer l'attitude à prendre et la ligne de conduite à suivre quand viendra la discussion des lois constitutionnelles. En d'autres termes, il s'agit de s'entendre sur les moyens de reprendre la campagne monarchique avortée en octobre dernier.	[553, 934, 775, 1052]
branch-item: Grenoble, à l'agence du Crédit lyonnais, place Grenette, 2 ;	[1250, 1789, 1458, 1815]
paragraph: Malheureusement les radicaux sont d'autant plus puissants que le parti républicain est moins nombreux, et il est à craindre qu'ils ne prennent une candidature très-foncée. Le succès, en ce cas, serait fort aventuré.	[787, 341, 1007, 407]
table-row	[1023, 1971, 1273, 1985]
table-row	[1023, 1919, 1273, 1932]
paragraph: L'Ordre avait déjà signalé aux rigueurs du maréchal cette campagne des légitimistes contre le septennat. Le Journal de Paris traite l'Ordre de dénonciateur ; eh bien, et le Français va s'écrier l'Ordre ! Toujours deux poids et deux mesures !	[553, 141, 775, 207]
table-cell: Mobilier Espagnol....	[1080, 1894, 1165, 1919]
paragraph: Ne telles attaques constituent effectivement une violation de la loi ; elles ont en outre pour résultat de troubler les esprits, d'entraver le mouvement des affaires, d'amoindrir la sécurité que la loi du 20 novembre a voulu assurer au pays.	[1019, 1326, 1238, 1392]
paragraph: Sur le boulevard, l'emprunt a fait 95.30.	[797, 1538, 966, 1551]
paragraph: La grosse affaire, c'est la collation des grades que le congrès voudrait faire attribuer à toutes les facultés libres. M. Laboulaye et M. de Fourtou sont partisans de cette collation, moyennant certaines précautions qui, d'après le congrès, rendraient ce droit illusoire. Le débat promet donc d'être chaud, et il est à craindre, avec l'esprit dont la majorité de l'Assemblée paraît animée, qu'il ne soit pas au profit du véritable libéralisme, en matière d'enseignement.	[553, 758, 775, 877]
table-cell: Lombards....	[1080, 1985, 1165, 1998]
paragraph: Donné à Rome, près Saint-Pierre, le 19 février de l'an 1874, et de notre pontificat le vingt-huitième.	[787, 1258, 1007, 1282]
edition-time: SOIR. — 3 HEURES.	[1084, 971, 1173, 983]
paragraph: Enfin, une paire de vases forme jardinière avec socles et couvercles fond rose-Dubarri avec chinois et médaillons de fleurs, de la collection de la feue duchesse de Cleveland, 170,625 fr., à lord Dudley, prix inouï, sans précédent à coup sûr, mais qui s'explique par ce fait qu'on ne connaît qu'une troisième paire, celle-ci qui fait partie des collections de la reine et est à Windsor.	[1250, 1086, 1458, 1204]
table-cell	[1165, 1771, 1216, 1795]
paragraph: Recevez la bénédiction apostolique que nous vous accordons du fond du cœur, à vous, vénérable frère, à votre clergé et aux fidèles de votre diocèse, comme gage de notre particulière bienveillance.	[787, 1203, 1007, 1255]
paragraph: Le steamer Europe, perdu il y a quelques jours, Impératrice-Joséphine.	[1250, 419, 1458, 445]
advert-title: Crédit Lyonnais	[1288, 1289, 1421, 1395]
paragraph: siège vacant de M. Beulé. On a tout d'abord parlé de M. Maillé, maire d'Angers, révoqué à la suite d'un incident survenu aux réceptions du 1er janvier, à l'occasion d'un proviseur déplacé ou sur le point de l'être. On parle maintenant de M. Allain Targé, rédacteur de la République française, membre du conseil municipal de Paris, ancien préfet de Maine-et-Loire et de la Gironde pendant la guerre.	[787, 87, 1007, 205]
table-cell	[1023, 1932, 1080, 1946]
paragraph: En fait de candidature anti-républicaine, on a parlé de M. de Falloux et de M. Freppel, évêque d'Angers.	[787, 409, 1007, 448]
section-subtitle: SITUATION GÉNÉRALE.	[1297, 2118, 1411, 2129]
table-cell	[1481, 185, 1526, 199]
masthead: JOURNAL DE LYON	[614, 49, 864, 74]
bons-line: BONS DU TRÉSOR	[1250, 279, 1325, 290]
table-header-cell: HAUSSE	[1431, 139, 1481, 185]
table-cell: 335	[1023, 1998, 1080, 2012]
dateline: Vienne, 11 avril.	[941, 1776, 1007, 1788]
paragraph: « Il suffit en effet, comme nous le disions il y a un instant, de parcourir les chantiers de Bron pour se convaincre de la quantité de terrains à remuer. Mais cette considération n'est que très-secondaire, car au prix de sacrifices plus grands, on pourrait se passer du concours des aliénés ; mais il ne faut pas oublier que le travail est salutaire à ces malades, et que de tous les travaux, ceux qui s'exécutent en plein air, dans les champs, sont ceux qui leur sont le plus favorables. La science et l'économie sont ici d'accord, fait qui se rencontre trop rarement. »	[321, 1091, 542, 1236]
article-subtitle: L'ASILE DE BRON. — AVANTAGE DE LE PORTER A 850 PLACES. — QUESTIONS EN SUSPENS. — CONCLUSION.	[99, 773, 298, 811]
table-cell	[1023, 1771, 1080, 1795]
paragraph: La Chambre des seigneurs a continué aujourd'hui la discussion générale du projet de	[787, 1790, 1007, 1815]
bourse-subtitle: DÉPÊCHE GOUVERNEMENTALE	[1278, 103, 1430, 114]
table-row	[1023, 1697, 1273, 1722]
paragraph: Les gens qui connaissent le département le représentent comme très-attaché encore aux idées monarchiques et cléricales. Il est cependant probable que l'opinion républicaine a du progrès depuis quelques mois, comme partout en France, et faire de très-grands progrès depuis deux ans ; mais aucune élection partielle n'ayant eu lieu depuis le 8 février, le doute est permis et les républicains ne feraient pas mal de choisir un candidat certain gauche.	[787, 207, 1007, 339]
paragraph: Peut-être veut-on parler, sous cette forme bizarre, des correspondants qui auraient été faites pour réunir les vingt-cinq mille francs qu'il a fallu pour aider les évadés à s'embarquer. Ce qu'il est certain, c'est qu'il ne fait pour ces deux questions de parlement au ministère que le journal qui donne. Autres journaux, moins naïfs, pensent qu'il s'agirait de demander à l'Angleterre l'extradition des évadés. Or, on sait bien que l'Angleterre n'a jamais livré et ne livrera jamais de criminels politiques. D'ailleurs, si une conférence avait eu lieu à ce sujet, le ministre des affaires étrangères y aurait nécessairement assisté.	[553, 1657, 775, 1828]
paragraph: Le prix de l'asile serait élevé ainsi à 3,635,000 francs pour 850 places environ. Dans ces conditions, l'asile, qui est un des plus complets de France, serait aussi l'un de ceux qui ont été construits au meilleur marché, car chaque place n'y reviendrait plus qu'à 4,264 francs, c'est-à-dire à moitié environ des deux asiles de Vaucluse et Ville-Evrard, et à beaucoup moins de moitié de l'asile de Sainte-Anne.	[87, 1429, 309, 1547]
table-cell: 95 20	[1317, 224, 1374, 248]
paragraph: M. le ministre du commerce a informé M. le président du tribunal de commerce du Havre que le nouveau ministre de France en Amérique a emporté des instructions et des pleins pouvoirs afin d'établir une entente sur l'établissement d'un traité postal avec l'Amérique et pour entamer des pourparlers en vue de la reprise des relations diplomatiques avec le Mexique.	[787, 1362, 1007, 1467]
paragraph: Le Times publie la dépêche suivante, en date de Berlin, 10 avril :	[1019, 763, 1238, 789]
table-cell: 1068	[1023, 1795, 1080, 1820]
table-row	[1023, 1746, 1273, 1771]
paragraph: On attend avec anxiété la pluie pour les semailles, mais l'on redoute qu'elle n'amène des maladies.	[1019, 272, 1238, 311]
paragraph: Les bestiaux sont malades et beaucoup de bouviers sont effrayés de l'épizootie.	[1019, 313, 1238, 339]
paragraph: Plusieurs journaux ont annoncé que le prince gouverneur général pris la cour de Paris avait été entretenu par le duc de Broglie et le maréchal lui-même au sujet de l'affaire Rochefort. Vous savez qu'il a mandé par le général du pouvoir avoir à faire dans cette aventure ? D'après les uns, il s'agirait d'une enquête à faire pour découvrir les complices que Rochefort a pu avoir à Paris même. Cette idée paraît grotesque ; comment des gens de Belleville ou de Montmartre n'y seraient-ils pas pour faciliter une évasion en Nouvelle-Calédonie ?	[553, 1510, 775, 1655]
table-cell	[1165, 1672, 1216, 1697]
table-cell: 95 10	[1023, 1722, 1080, 1746]
paragraph: Je viens de passer près du cadavre d'un malheureux mort de faim. J'ai vu aussi deux pauvres enfants rendant le dernier soupir.	[1019, 383, 1238, 423]
table-cell	[1165, 2012, 1216, 2026]
separator-stars: * * *	[422, 489, 441, 501]
column-5	[1019, 87, 1270, 2159]
table-cell: 5 0/0 (ancien)	[1251, 224, 1317, 248]
article-number: XII.	[189, 757, 207, 769]
table-row	[1251, 199, 1527, 224]
table-cell	[1431, 224, 1481, 248]
table-cell	[1165, 1820, 1216, 1845]
section-title: DÉPÊCHES	[787, 1307, 1007, 1330]
paragraph: Les pourparlers engagés entre la commission des fabricants de soieries et celle des filateurs en cocons se poursuivent. Ces derniers ont consenti à renoncer à la clause insérée dans leur circulaire, et par laquelle ils déclinaient toute responsabilité pour mauvaises filatures ; mais les fabricants n'ont pu obtenir encore aucun abaissement du nouveau tarif. L'affaire en est là.	[87, 180, 309, 286]
paragraph: C'est ici précisément la question délicate et qui préoccupe le public.	[87, 1610, 309, 1637]
paragraph: Le Conseil d'administration du CRÉDIT LYONNAIS a l'honneur de prévenir MM. les Actionnaires que l'Assemblée générale annuelle prescrite par l'article 37 de la loi du 24 juillet 1867 et par l'article 37 des statuts, aura lieu le lundi 27 avril 1874, à deux heures de l'après-midi, salle des Réunions industrielles, palais du Commerce, à Lyon.	[1250, 1457, 1458, 1561]
table-cell	[1374, 224, 1431, 248]
table-cell: 270	[1023, 1820, 1080, 1845]
paragraph: Une dépêche officielle carliste, datée de Pedro-Abanto le 9, dit que le maréchal Serrano a adressé à don Carlos, par l'intermédiaire du général Elio, des propositions d'arrangement, lesquelles ont été définitivement repoussées.	[787, 1470, 1007, 1535]
table-row	[1251, 185, 1527, 199]
table-cell	[1374, 185, 1431, 199]
separator-stars: * * *	[422, 737, 441, 748]
dateline: Tokio (Yeddo), 18 novembre 1873.	[134, 505, 262, 516]
dateline: 12 avril.	[508, 1821, 542, 1833]
table-cell: 95 22	[1023, 1697, 1080, 1722]
paragraph: Le lecteur se sera sans doute déjà demandé, pour conclure, à quelle époque l'asile de Bron recevra les pensionnaires auxquels il est destiné ?	[87, 1569, 309, 1608]
advert-capital: CAPITAL : CINQUANTE MILLIONS	[1269, 1412, 1439, 1424]
paragraph: Le duc de Broglie aurait pu arrêter cette campagne à son début, en répondant catégoriquement à M. de Carayon : Il n'a pas fait, parce qu'il a voulu ménager le parti, et les conséquences de cette abstention calculée se sont développées d'elles-mêmes, à tel	[321, 1930, 542, 2009]
table-row	[1023, 1771, 1273, 1795]
table-cell	[1023, 1845, 1080, 1869]
column-rule	[547, 83, 548, 2097]
paragraph: L'amendement proposé par le député Bennigsen au projet de loi relatif à la présence de l'armée allemande, et accepté par le gouvernement et le Parlement allemand, est ainsi conçu :	[787, 1569, 1007, 1621]
paragraph: On s'occupe déjà des candidatures pour le	[563, 1964, 741, 1977]
paragraph: Les journaux anglais publient la dépêche suivante de l'agence Reuter, en réponse à la dépêche du Daily News, que nous avons publiée hier.	[1019, 472, 1238, 525]
column-3	[553, 87, 775, 2097]
paragraph: VOLONTARIAT D'UN AN. — Le 20 avril, M. C. Fleury, directeur de l'Ecole de commerce, rue de l'Hôtel-de-Ville, 106, ouvrira des cours préparatoires pour les examens du volontariat d'un an, avec le concours de professeurs spéciaux.	[1019, 2065, 1238, 2130]
branch-item: Winterthur, à la Banque de Winterthur.	[1260, 1891, 1426, 1904]
bons-line: A un an........ 5 0/0	[1250, 311, 1316, 322]
separator-stars: * * *	[1118, 144, 1139, 156]
table-cell	[1374, 248, 1431, 273]
city-heading: PARIS	[418, 1789, 445, 1800]
paragraph: Les dissidents d'extrême droite ne se gênent pas, d'ailleurs, pour dénoncer au ministère le régime le plus libéral, pour obtenir toutes les libertés, et qui demandait au pays de l'Union à ses lois. On le voit, à chaque nouvel ministère, on se laisse dans les limites les plus tempérées, d'arbitraire et d'aventureux, quelques renseignements curieux.	[553, 209, 775, 301]
branch-item: Genève, chez MM. Hentsch et Cie ;	[1260, 1846, 1413, 1858]
table-cell	[1165, 1845, 1216, 1869]
paragraph: Nous n'avons pas qualité pour décider à qui doit incomber la responsabilité de ces retards fâcheux, et le loisir de la rechercher. Quand les fautes sont faites, on a d'ailleurs mieux à faire qu'à se les reprocher mutuellement ; c'est	[87, 1994, 309, 2059]
table-cell: 4 1/2 0/0 Italien....	[1080, 1746, 1165, 1771]
table-cell	[1481, 199, 1526, 224]
paragraph: Au contraire, on a de bonnes raisons pour croire que les relations du chancelier de l'empire avec son souverain sont des meilleures. Il existe aucune question sur laquelle le roi de Prusse et son ministre ne soient pas d'accord, et ils ont des vues identiques sur l'organisation militaire. De plus, les rapports du prince de Bismarck avec le maréchal Manteuffel n'autorisent personne à supposer qu'il existe aucun antagonisme entre ces deux personnages.	[1019, 611, 1238, 742]
table-cell: Société Générale....	[1080, 1869, 1165, 1894]
table-cell: 3 0/0...	[1251, 185, 1317, 199]
separator-stars: * * *	[188, 1198, 208, 1209]
table-cell	[1165, 1697, 1216, 1722]
table-cell: 83 50	[1023, 1746, 1080, 1771]
correspondence-note: Correspondance particulière du Journal de Lyon.	[338, 1805, 525, 1816]
paragraph: Seulement, le conseil municipal s'est déjà prononcé pour le prince Napoléon, qui compte également beaucoup d'amis au conseil général. Toutefois, vous vous souvenez que le prince n'avait pas été nommé qu'à une très-petite majorité dans la dernière session ; il en est tout autrement aujourd'hui ; il serait donc ici abandonné par quelques bonapartistes, ceux-ci, en se joignant aux républicains, pourraient faire échouer sa candidature.	[553, 1376, 775, 1507]
advert-city: LYON	[1332, 1426, 1376, 1442]
table-header-cell: DE MÊME BOURSE	[1165, 1637, 1216, 1672]
paragraph: On croyons que c'est là une situation étrange, et bien faite pour surprendre le public, qui n'en connaît pas les causes.	[87, 1933, 309, 1973]
separator-stars: * * *	[1344, 627, 1364, 639]
table-row	[1023, 1795, 1273, 1820]
table-cell	[1165, 1985, 1216, 1998]
paragraph: Nous espérons donc que dans sa session d'avril, le conseil général tranchera toutes les questions demeurées trop longtemps en suspens, et ce que vous verrez bientôt l'asile de Bron, terminé et complété, rendre tous les services qu'on est en droit d'attendre d'une création longtemps attendue et aussi coûteuse, et qui restera, au point de vue de l'entente de la construction et des services, comme un des modèles du genre.	[321, 1547, 542, 1666]
